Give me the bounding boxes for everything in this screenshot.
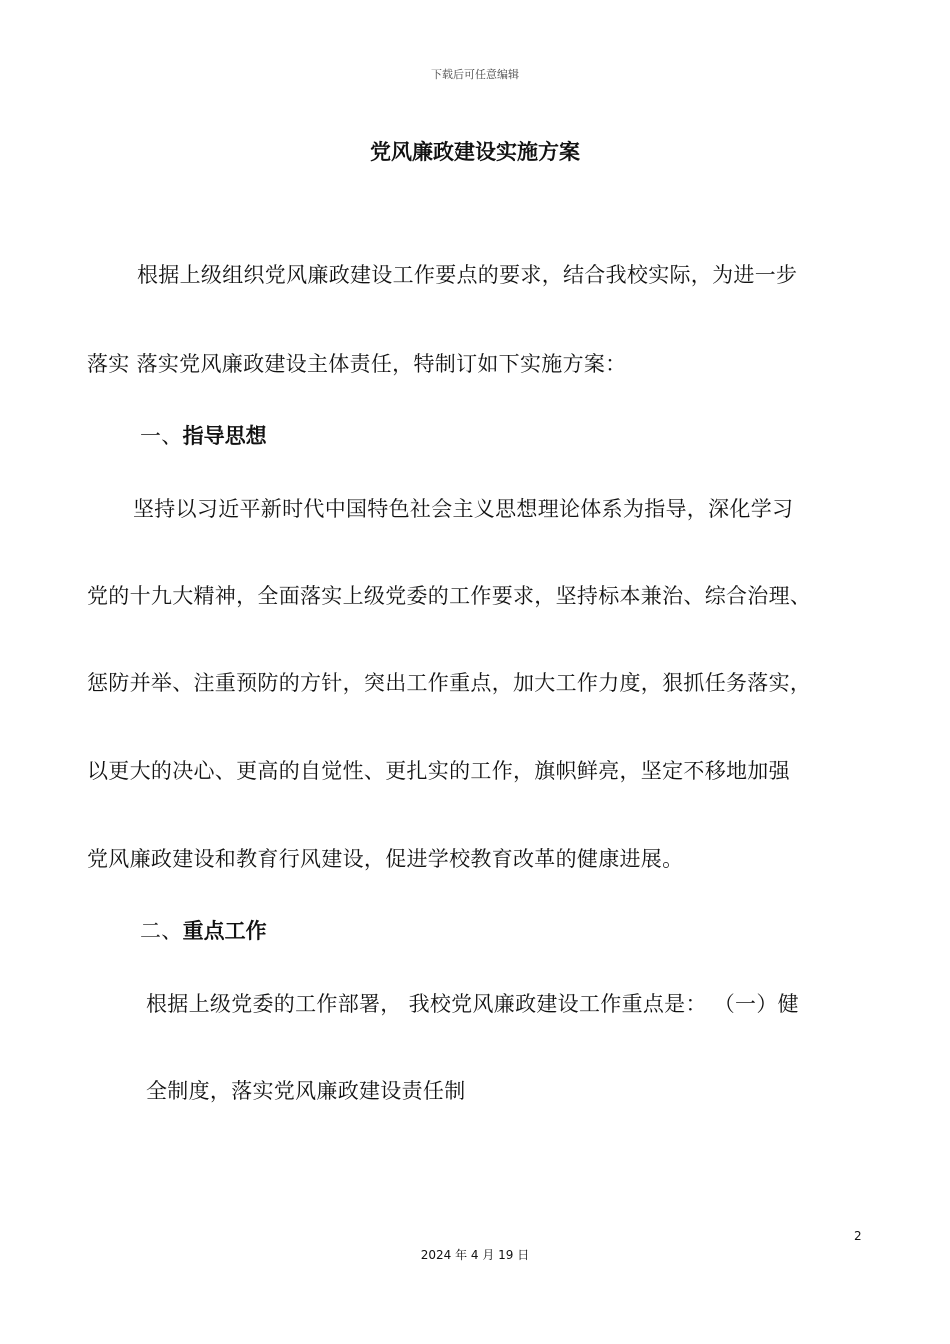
heading-text: 指导思想 (182, 424, 267, 448)
paragraph-line: 坚持以习近平新时代中国特色社会主义思想理论体系为指导，深化学习 (133, 497, 794, 521)
paragraph-line: 根据上级党委的工作部署， 我校党风廉政建设工作重点是： （一）健 (146, 992, 799, 1016)
heading-number: 二、 (140, 919, 183, 943)
paragraph-line: 全制度，落实党风廉政建设责任制 (146, 1079, 466, 1103)
paragraph-line: 惩防并举、注重预防的方针，突出工作重点，加大工作力度，狠抓任务落实， (87, 671, 812, 695)
paragraph-line: 党风廉政建设和教育行风建设，促进学校教育改革的健康进展。 (87, 847, 684, 871)
page-header-note: 下载后可任意编辑 (431, 68, 519, 81)
heading-text: 重点工作 (182, 919, 267, 943)
heading-number: 一、 (140, 424, 183, 448)
paragraph-line: 落实 落实党风廉政建设主体责任，特制订如下实施方案： (87, 352, 627, 376)
paragraph-line: 党的十九大精神，全面落实上级党委的工作要求，坚持标本兼治、综合治理、 (87, 584, 812, 608)
document-title: 党风廉政建设实施方案 (370, 140, 580, 164)
footer-date: 2024 年 4 月 19 日 (420, 1248, 530, 1262)
page-number: 2 (854, 1229, 862, 1243)
paragraph-line: 以更大的决心、更高的自觉性、更扎实的工作，旗帜鲜亮，坚定不移地加强 (87, 759, 790, 783)
section-heading-guiding-ideology (140, 420, 267, 450)
paragraph-line: 根据上级组织党风廉政建设工作要点的要求，结合我校实际，为进一步 (137, 263, 798, 287)
section-heading-key-work (140, 915, 267, 945)
